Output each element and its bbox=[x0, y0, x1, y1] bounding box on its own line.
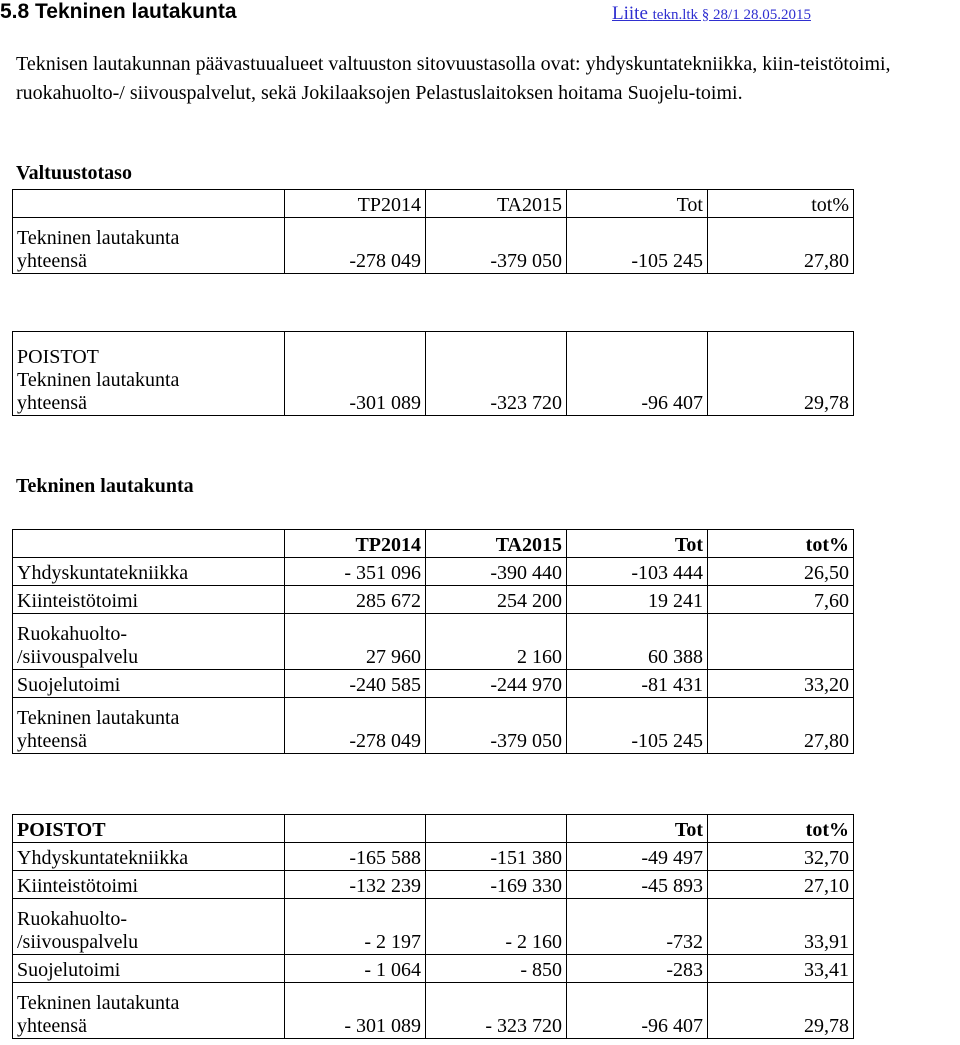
value-cell: 27 960 bbox=[285, 614, 426, 670]
header-cell: tot% bbox=[708, 190, 854, 218]
value-cell: -105 245 bbox=[567, 218, 708, 274]
row-label: Suojelutoimi bbox=[13, 670, 285, 698]
table-row bbox=[13, 614, 854, 670]
value-cell: - 323 720 bbox=[426, 983, 567, 1039]
attachment-ref: tekn.ltk § 28/1 28.05.2015 bbox=[652, 7, 811, 23]
header-cell: POISTOT bbox=[13, 815, 285, 843]
value-cell: 33,41 bbox=[708, 955, 854, 983]
value-cell: - 301 089 bbox=[285, 983, 426, 1039]
table-row bbox=[13, 843, 854, 871]
value-cell: 2 160 bbox=[426, 614, 567, 670]
row-label: Yhdyskuntatekniikka bbox=[13, 843, 285, 871]
value-cell: -169 330 bbox=[426, 871, 567, 899]
value-cell: 7,60 bbox=[708, 586, 854, 614]
section-title: 5.8 Tekninen lautakunta bbox=[0, 0, 237, 23]
table-valtuustotaso bbox=[12, 189, 854, 274]
header-cell bbox=[285, 815, 426, 843]
value-cell: -105 245 bbox=[567, 698, 708, 754]
value-cell: 285 672 bbox=[285, 586, 426, 614]
value-cell: -390 440 bbox=[426, 558, 567, 586]
row-label: Ruokahuolto- /siivouspalvelu bbox=[13, 614, 285, 670]
intro-paragraph: Teknisen lautakunnan päävastuualueet valtuuston sitovuustasolla ovat: yhdyskuntatekniikka, kiin-teistötoimi, ruokahuolto-/ siivouspalvelut, sekä Jokilaaksojen Pelastuslaitoksen hoitama Suojelu-toimi. bbox=[16, 53, 891, 104]
value-cell: -301 089 bbox=[285, 332, 426, 416]
value-cell: -283 bbox=[567, 955, 708, 983]
value-cell: - 351 096 bbox=[285, 558, 426, 586]
value-cell: 33,91 bbox=[708, 899, 854, 955]
value-cell bbox=[708, 614, 854, 670]
header-cell bbox=[426, 815, 567, 843]
value-cell: 32,70 bbox=[708, 843, 854, 871]
row-label: Tekninen lautakunta yhteensä bbox=[13, 218, 285, 274]
value-cell: 27,10 bbox=[708, 871, 854, 899]
row-label: Yhdyskuntatekniikka bbox=[13, 558, 285, 586]
table-poistot-summary bbox=[12, 331, 854, 416]
table-header-row bbox=[13, 190, 854, 218]
header-cell: Tot bbox=[567, 815, 708, 843]
table-row bbox=[13, 586, 854, 614]
page-header bbox=[0, 0, 960, 32]
value-cell: 33,20 bbox=[708, 670, 854, 698]
header-cell bbox=[13, 190, 285, 218]
row-label: Ruokahuolto- /siivouspalvelu bbox=[13, 899, 285, 955]
table-row bbox=[13, 983, 854, 1039]
value-cell: -278 049 bbox=[285, 218, 426, 274]
header-cell: TP2014 bbox=[285, 190, 426, 218]
value-cell: 29,78 bbox=[708, 983, 854, 1039]
table-tekninen-lautakunta bbox=[12, 529, 854, 754]
value-cell: -165 588 bbox=[285, 843, 426, 871]
table-row bbox=[13, 871, 854, 899]
value-cell: -103 444 bbox=[567, 558, 708, 586]
header-cell: TA2015 bbox=[426, 190, 567, 218]
value-cell: 27,80 bbox=[708, 218, 854, 274]
table-row bbox=[13, 698, 854, 754]
value-cell: -240 585 bbox=[285, 670, 426, 698]
value-cell: 19 241 bbox=[567, 586, 708, 614]
header-cell: TA2015 bbox=[426, 530, 567, 558]
value-cell: -96 407 bbox=[567, 983, 708, 1039]
value-cell: - 1 064 bbox=[285, 955, 426, 983]
value-cell: -323 720 bbox=[426, 332, 567, 416]
value-cell: 27,80 bbox=[708, 698, 854, 754]
value-cell: -49 497 bbox=[567, 843, 708, 871]
table-row bbox=[13, 899, 854, 955]
table-poistot-detail bbox=[12, 814, 854, 1039]
value-cell: -732 bbox=[567, 899, 708, 955]
header-cell: tot% bbox=[708, 530, 854, 558]
value-cell: -45 893 bbox=[567, 871, 708, 899]
attachment-link[interactable] bbox=[612, 3, 811, 25]
table-row bbox=[13, 670, 854, 698]
header-cell: tot% bbox=[708, 815, 854, 843]
value-cell: -244 970 bbox=[426, 670, 567, 698]
value-cell: -379 050 bbox=[426, 698, 567, 754]
table-row bbox=[13, 955, 854, 983]
row-label: Tekninen lautakunta yhteensä bbox=[13, 698, 285, 754]
value-cell: - 2 160 bbox=[426, 899, 567, 955]
value-cell: -81 431 bbox=[567, 670, 708, 698]
header-cell: Tot bbox=[567, 530, 708, 558]
table-header-row bbox=[13, 815, 854, 843]
value-cell: -96 407 bbox=[567, 332, 708, 416]
header-cell bbox=[13, 530, 285, 558]
attachment-prefix: Liite bbox=[612, 3, 648, 24]
value-cell: -379 050 bbox=[426, 218, 567, 274]
row-label: POISTOT Tekninen lautakunta yhteensä bbox=[13, 332, 285, 416]
table-row bbox=[13, 558, 854, 586]
value-cell: - 850 bbox=[426, 955, 567, 983]
row-label: Kiinteistötoimi bbox=[13, 871, 285, 899]
value-cell: 254 200 bbox=[426, 586, 567, 614]
row-label: Kiinteistötoimi bbox=[13, 586, 285, 614]
header-cell: Tot bbox=[567, 190, 708, 218]
table-header-row bbox=[13, 530, 854, 558]
row-label: Tekninen lautakunta yhteensä bbox=[13, 983, 285, 1039]
value-cell: -132 239 bbox=[285, 871, 426, 899]
header-cell: TP2014 bbox=[285, 530, 426, 558]
row-label: Suojelutoimi bbox=[13, 955, 285, 983]
value-cell: -151 380 bbox=[426, 843, 567, 871]
value-cell: - 2 197 bbox=[285, 899, 426, 955]
value-cell: -278 049 bbox=[285, 698, 426, 754]
heading-valtuustotaso: Valtuustotaso bbox=[16, 162, 132, 184]
value-cell: 60 388 bbox=[567, 614, 708, 670]
table-row bbox=[13, 218, 854, 274]
value-cell: 26,50 bbox=[708, 558, 854, 586]
value-cell: 29,78 bbox=[708, 332, 854, 416]
heading-tekninen-lautakunta: Tekninen lautakunta bbox=[16, 475, 194, 497]
table-row bbox=[13, 332, 854, 416]
